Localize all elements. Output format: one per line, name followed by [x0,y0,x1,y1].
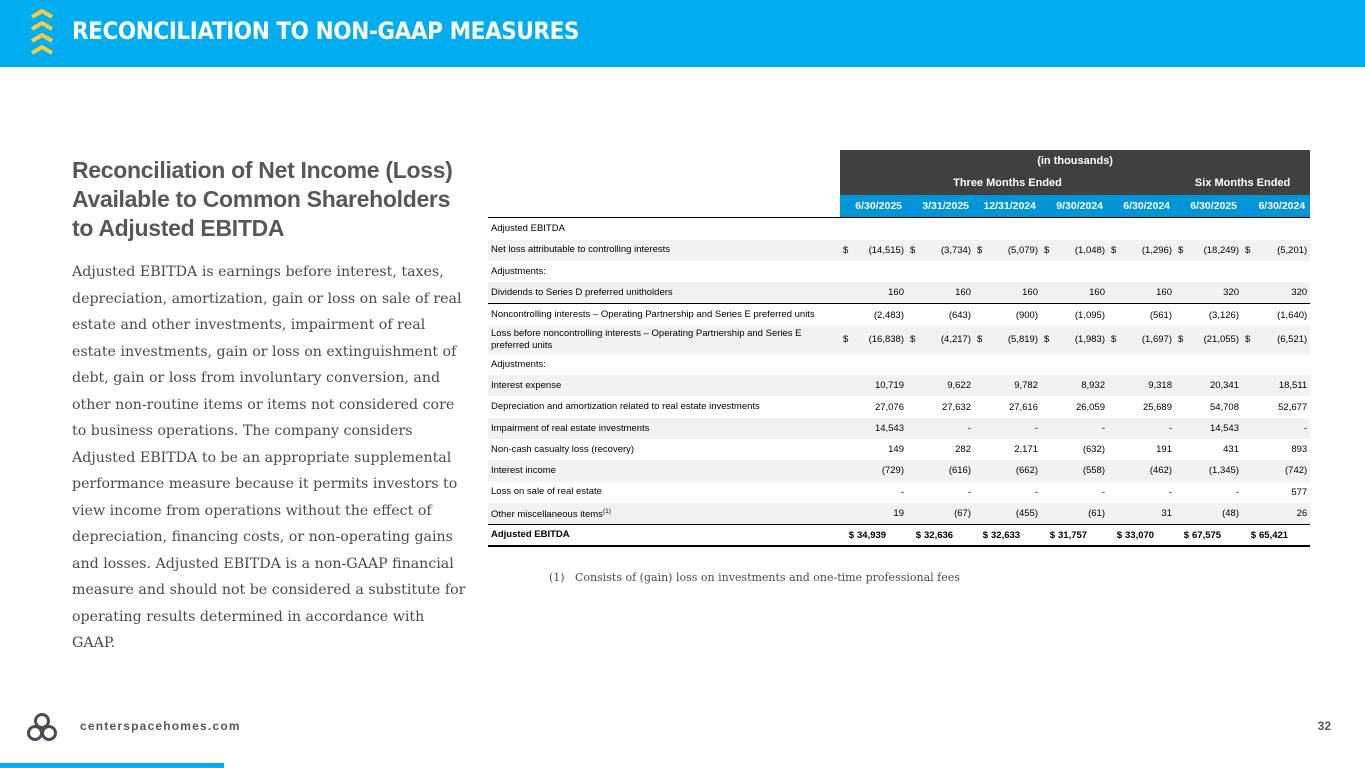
value-cell: 25,689 [1142,401,1172,413]
value-cell: (462) [1122,460,1175,481]
currency-symbol [1242,482,1256,503]
value-cell: (1,345) [1189,460,1242,481]
footer-website[interactable]: centerspacehomes.com [80,719,241,733]
reconciliation-table-wrapper [488,150,1308,547]
currency-symbol [907,418,921,439]
description-paragraph: Adjusted EBITDA is earnings before interest, taxes, depreciation, amortization, gain or loss on sale of real estate and other investments, impairment of real estate investments, gain or loss on extinguishment of debt, gain or loss from involuntary conversion, and other non-routine items or items not considered core to business operations. The company considers Adjusted EBITDA to be an appropriate supplemental performance measure because it permits investors to view income from operations without the effect of depreciation, financing costs, or non-operating gains and losses. Adjusted EBITDA is a non-GAAP financial measure and should not be considered a substitute for operating results determined in accordance with GAAP. [72,264,466,651]
section-title: Adjusted EBITDA [488,218,1310,240]
row-label: Adjusted EBITDA [488,525,840,547]
currency-symbol [840,396,854,417]
currency-symbol: $ [1242,326,1256,354]
currency-symbol [1175,304,1189,326]
period-header: 6/30/2024 [1108,195,1175,218]
period-header: 6/30/2024 [1242,195,1310,218]
currency-symbol [974,282,988,304]
currency-symbol [1175,482,1189,503]
value-cell: - [900,486,904,498]
currency-symbol: $ [1175,525,1189,547]
currency-symbol [1242,503,1256,525]
value-cell: (729) [854,460,907,481]
table-row [488,396,1310,417]
currency-symbol [1041,482,1055,503]
value-cell: (1,048) [1055,240,1108,261]
currency-symbol [907,460,921,481]
value-cell: (900) [1015,309,1038,321]
currency-symbol [1108,482,1122,503]
value-cell: (5,201) [1256,240,1310,261]
value-cell: (643) [948,309,971,321]
value-cell: - [1101,486,1105,498]
table-row [488,304,1310,326]
value-cell: (3,126) [1208,309,1239,321]
header-bar [0,0,1365,67]
row-label [488,503,840,525]
value-cell: 31,757 [1055,525,1108,547]
value-cell: 9,782 [988,375,1041,396]
currency-symbol: $ [840,326,854,354]
value-cell: 65,421 [1256,525,1310,547]
currency-symbol [1108,282,1122,304]
row-label: Interest expense [488,375,840,396]
value-cell: (1,640) [1277,309,1308,321]
currency-symbol [1242,418,1256,439]
adjustments-label: Adjustments: [491,265,546,277]
value-cell: (6,521) [1256,326,1310,354]
value-cell: (1,095) [1074,309,1105,321]
currency-symbol [840,282,854,304]
currency-symbol [974,482,988,503]
section-title-row [488,218,1310,240]
value-cell: - [1034,486,1038,498]
value-cell: 18,511 [1256,375,1310,396]
reconciliation-table [488,150,1310,547]
value-cell: 27,616 [1008,401,1038,413]
currency-symbol [974,418,988,439]
value-cell: (561) [1149,309,1172,321]
currency-symbol: $ [1108,240,1122,261]
currency-symbol: $ [907,525,921,547]
value-cell: 9,622 [921,375,974,396]
currency-symbol [1242,375,1256,396]
currency-symbol [1108,418,1122,439]
value-cell: (616) [921,460,974,481]
table-row [488,240,1310,261]
currency-symbol [1175,460,1189,481]
currency-symbol: $ [840,240,854,261]
value-cell: 160 [854,282,907,304]
value-cell: 34,939 [854,525,907,547]
currency-symbol: $ [840,525,854,547]
table-row [488,503,1310,525]
currency-symbol: $ [1175,326,1189,354]
currency-symbol [907,304,921,326]
currency-symbol [907,375,921,396]
value-cell: 27,632 [941,401,971,413]
currency-symbol [1242,439,1256,460]
value-cell: (18,249) [1189,240,1242,261]
value-cell: (1,296) [1122,240,1175,261]
row-label: Loss on sale of real estate [491,486,602,498]
value-cell: (4,217) [921,326,974,354]
currency-symbol [1041,460,1055,481]
value-cell: (5,079) [988,240,1041,261]
value-cell: (632) [1082,444,1105,456]
header-dates-row [488,195,1310,218]
footnote-reference: (1) [602,508,611,516]
currency-symbol [1041,396,1055,417]
value-cell: 26 [1256,503,1310,525]
value-cell: 577 [1291,486,1308,498]
table-row [488,282,1310,304]
currency-symbol [1108,503,1122,525]
value-cell: 2,171 [1014,444,1038,456]
footnote [549,571,960,584]
units-label: (in thousands) [840,150,1310,171]
adjustments-row [488,354,1310,375]
currency-symbol [1041,282,1055,304]
row-label: Noncontrolling interests – Operating Partnership and Series E preferred units [491,309,815,321]
centerspace-logo-icon [26,712,58,744]
value-cell: (1,697) [1122,326,1175,354]
currency-symbol [1041,503,1055,525]
row-label: Depreciation and amortization related to real estate investments [491,401,760,413]
currency-symbol: $ [1041,525,1055,547]
value-cell: (61) [1055,503,1108,525]
page-title: RECONCILIATION TO NON-GAAP MEASURES [72,17,580,45]
currency-symbol [840,482,854,503]
currency-symbol [840,375,854,396]
value-cell: (662) [988,460,1041,481]
currency-symbol [907,482,921,503]
currency-symbol: $ [907,326,921,354]
currency-symbol: $ [907,240,921,261]
value-cell: 19 [854,503,907,525]
currency-symbol [840,418,854,439]
value-cell: 26,059 [1075,401,1105,413]
value-cell: 33,070 [1122,525,1175,547]
currency-symbol [974,460,988,481]
table-row [488,482,1310,503]
footnote-text: Consists of (gain) loss on investments and one-time professional fees [575,571,960,584]
currency-symbol: $ [974,240,988,261]
value-cell: 27,076 [874,401,904,413]
period-header: 6/30/2025 [840,195,907,218]
value-cell: 160 [1055,282,1108,304]
value-cell: (21,055) [1189,326,1242,354]
currency-symbol [1041,304,1055,326]
value-cell: - [1168,486,1172,498]
currency-symbol [1108,304,1122,326]
currency-symbol: $ [1041,326,1055,354]
value-cell: - [1055,418,1108,439]
currency-symbol [1242,304,1256,326]
currency-symbol [1175,418,1189,439]
value-cell: 320 [1256,282,1310,304]
value-cell: 893 [1291,444,1308,456]
currency-symbol [974,375,988,396]
period-header: 6/30/2025 [1175,195,1242,218]
footer-accent-bar [0,763,224,768]
table-row [488,326,1310,354]
table-row [488,418,1310,439]
header-blank-cell [488,171,840,195]
table-row [488,460,1310,481]
value-cell: 160 [921,282,974,304]
currency-symbol: $ [1175,240,1189,261]
value-cell: (67) [921,503,974,525]
currency-symbol: $ [1108,326,1122,354]
currency-symbol [1175,396,1189,417]
value-cell: (2,483) [873,309,904,321]
value-cell: 14,543 [854,418,907,439]
value-cell: 67,575 [1189,525,1242,547]
value-cell: 282 [955,444,971,456]
value-cell: (48) [1189,503,1242,525]
currency-symbol [1108,460,1122,481]
group-three-months: Three Months Ended [840,171,1175,195]
header-blank-cell [488,150,840,171]
row-label: Interest income [488,460,840,481]
currency-symbol [1175,375,1189,396]
currency-symbol: $ [974,326,988,354]
group-six-months: Six Months Ended [1175,171,1310,195]
currency-symbol [840,503,854,525]
value-cell: (3,734) [921,240,974,261]
value-cell: 149 [888,444,904,456]
currency-symbol [974,439,988,460]
value-cell: - [1122,418,1175,439]
currency-symbol [907,439,921,460]
row-label: Impairment of real estate investments [488,418,840,439]
value-cell: 10,719 [854,375,907,396]
currency-symbol [1242,396,1256,417]
currency-symbol [1175,282,1189,304]
currency-symbol: $ [974,525,988,547]
page-number: 32 [1317,719,1331,733]
value-cell: 160 [988,282,1041,304]
currency-symbol: $ [1242,240,1256,261]
row-label: Net loss attributable to controlling interests [488,240,840,261]
currency-symbol [1108,396,1122,417]
value-cell: (16,838) [854,326,907,354]
value-cell: 9,318 [1122,375,1175,396]
table-row [488,439,1310,460]
currency-symbol [1108,439,1122,460]
currency-symbol [1242,282,1256,304]
value-cell: 32,633 [988,525,1041,547]
currency-symbol: $ [1108,525,1122,547]
value-cell: 20,341 [1189,375,1242,396]
value-cell: 8,932 [1055,375,1108,396]
currency-symbol [1041,418,1055,439]
currency-symbol [974,304,988,326]
currency-symbol [840,304,854,326]
row-label: Loss before noncontrolling interests – Operating Partnership and Series E preferred units [488,326,840,354]
value-cell: 14,543 [1189,418,1242,439]
value-cell: 160 [1122,282,1175,304]
value-cell: (14,515) [854,240,907,261]
value-cell: (5,819) [988,326,1041,354]
value-cell: 431 [1223,444,1239,456]
currency-symbol: $ [1041,240,1055,261]
currency-symbol [840,460,854,481]
adjustments-label: Adjustments: [491,358,546,370]
value-cell: - [967,486,971,498]
header-blank-cell [488,195,840,218]
value-cell: 320 [1189,282,1242,304]
value-cell: 32,636 [921,525,974,547]
period-header: 3/31/2025 [907,195,974,218]
value-cell: (558) [1055,460,1108,481]
currency-symbol [1175,439,1189,460]
value-cell: - [1256,418,1310,439]
currency-symbol [974,503,988,525]
table-row [488,375,1310,396]
row-label: Non-cash casualty loss (recovery) [491,443,635,455]
header-units-row [488,150,1310,171]
header-group-row [488,171,1310,195]
currency-symbol [907,396,921,417]
currency-symbol [1041,375,1055,396]
row-label: Dividends to Series D preferred unitholders [488,282,840,304]
currency-symbol [1242,460,1256,481]
currency-symbol [974,396,988,417]
currency-symbol [840,439,854,460]
value-cell: - [921,418,974,439]
value-cell: (742) [1256,460,1310,481]
chevrons-logo-icon [29,8,55,58]
currency-symbol [1175,503,1189,525]
currency-symbol [907,503,921,525]
footnote-marker: (1) [549,571,565,584]
currency-symbol [1041,439,1055,460]
adjustments-row [488,261,1310,282]
currency-symbol [1108,375,1122,396]
row-label-text: Other miscellaneous items [491,509,603,521]
value-cell: 52,677 [1278,401,1308,413]
value-cell: 191 [1156,444,1172,456]
value-cell: 31 [1122,503,1175,525]
value-cell: - [988,418,1041,439]
period-header: 12/31/2024 [974,195,1041,218]
value-cell: - [1235,486,1239,498]
currency-symbol: $ [1242,525,1256,547]
period-header: 9/30/2024 [1041,195,1108,218]
total-row [488,525,1310,547]
currency-symbol [907,282,921,304]
section-subtitle: Reconciliation of Net Income (Loss) Available to Common Shareholders to Adjusted EBITDA [72,157,453,241]
value-cell: (455) [988,503,1041,525]
value-cell: (1,983) [1055,326,1108,354]
value-cell: 54,708 [1209,401,1239,413]
